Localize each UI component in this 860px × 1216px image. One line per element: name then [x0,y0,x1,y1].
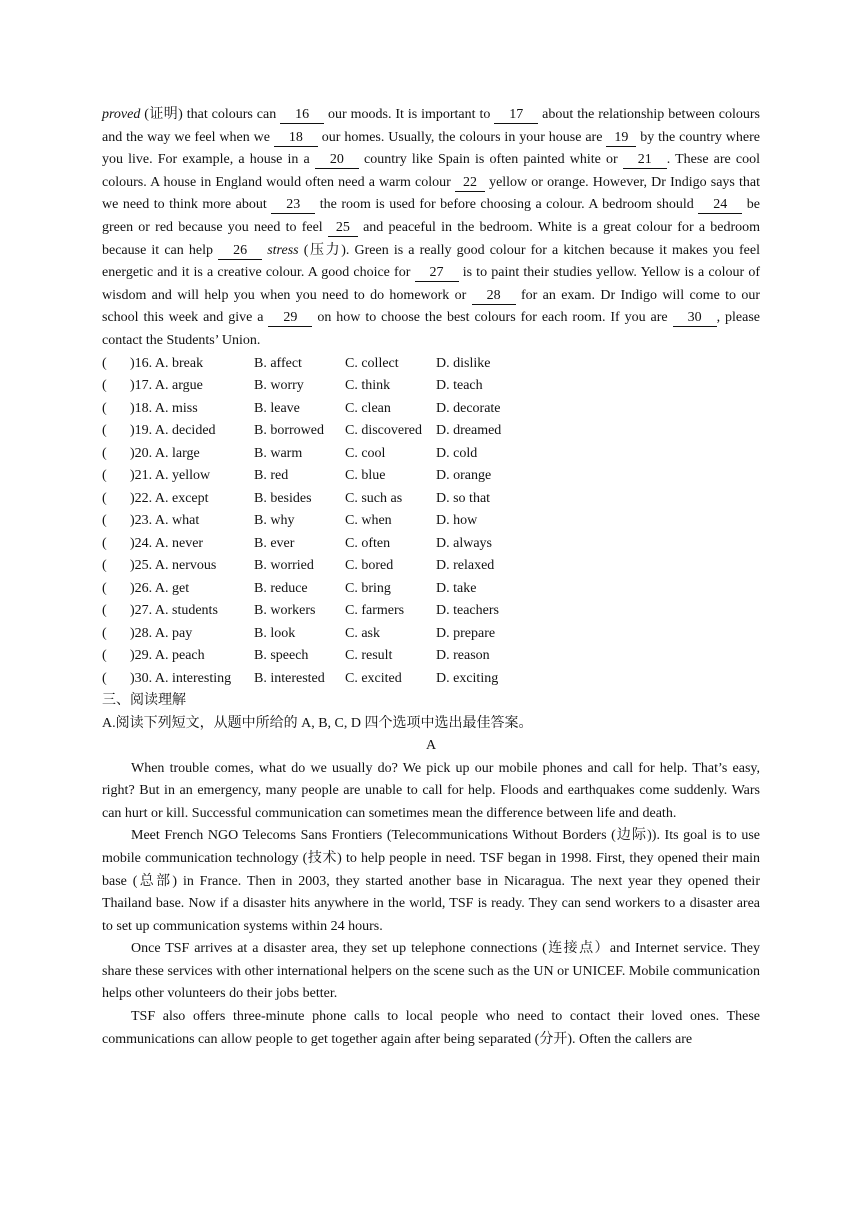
blank-27: 27 [415,265,459,282]
option-a: )30. A. interesting [130,670,232,686]
cloze-text: (压力). Green is a really good colour for a kitchen because it makes you feel energetic and it is a creative colour. A good choice for [102,242,760,281]
cloze-text: on how to choose the best colours for each room. If you are [312,310,673,326]
passage-paragraph: TSF also offers three-minute phone calls to local people who need to contact their loved ones. These communications can allow people to get together again after being separated (分开). Often the callers are [102,1009,760,1047]
blank-26: 26 [218,243,262,260]
option-a: )18. A. miss [130,400,198,416]
question-row [102,510,760,533]
option-b: B. worry [254,378,304,394]
option-a: )20. A. large [130,445,200,461]
question-row [102,533,760,556]
option-d: D. reason [436,648,490,664]
question-row [102,375,760,398]
option-d: D. relaxed [436,558,495,574]
answer-paren: ( [102,648,107,664]
answer-paren: ( [102,445,107,461]
question-row [102,420,760,443]
option-a: )25. A. nervous [130,558,217,574]
passage-label: A [425,738,437,754]
options-list [102,353,760,691]
option-c: C. bored [345,558,394,574]
option-c: C. farmers [345,603,405,619]
cloze-text: for an exam. Dr Indigo will come to our school this week and give a [102,287,761,326]
answer-paren: ( [102,490,107,506]
option-b: B. warm [254,445,303,461]
option-a: )22. A. except [130,490,209,506]
cloze-text: stress [267,242,299,258]
option-a: )26. A. get [130,580,190,596]
option-a: )19. A. decided [130,423,216,439]
cloze-text: about the relationship between colours and the way we feel when we [102,107,760,145]
option-a: )28. A. pay [130,625,193,641]
option-b: B. besides [254,490,312,506]
option-b: B. worried [254,558,314,574]
option-c: C. discovered [345,423,422,439]
question-row [102,645,760,668]
option-b: B. affect [254,355,302,371]
question-row [102,398,760,421]
blank-25: 25 [328,220,358,237]
option-c: C. clean [345,400,391,416]
question-row [102,600,760,623]
passage-paragraph: When trouble comes, what do we usually do? We pick up our mobile phones and call for help. That’s easy, right? But in an emergency, many people are unable to call for help. Floods and earthquakes come suddenly. Wars can hurt or kill. Successful communication can sometimes mean the difference between life and death. [102,760,760,821]
option-a: )21. A. yellow [130,468,211,484]
answer-paren: ( [102,580,107,596]
option-d: D. exciting [436,670,499,686]
blank-19: 19 [606,130,636,147]
cloze-text: . These are cool colours. A house in England would often need a warm colour [102,152,761,190]
option-c: C. cool [345,445,386,461]
option-a: )24. A. never [130,535,204,551]
answer-paren: ( [102,355,107,371]
question-row [102,465,760,488]
option-d: D. dreamed [436,423,502,439]
question-row [102,555,760,578]
option-c: C. such as [345,490,403,506]
question-row [102,578,760,601]
reading-passage [102,758,760,1052]
option-b: B. interested [254,670,325,686]
option-c: C. think [345,378,391,394]
passage-paragraph: Meet French NGO Telecoms Sans Frontiers (Telecommunications Without Borders (边际)). Its goal is to use mobile communication technology (技术) to help people in need. TSF began in 1998. First, they opened their main base (总部) in France. Then in 2003, they started another base in Nicaragua. The next year they opened their Thailand base. Now if a disaster hits anywhere in the world, TSF is ready. They can send workers to a disaster area to set up communication systems within 24 hours. [102,828,760,934]
option-b: B. why [254,513,295,529]
answer-paren: ( [102,513,107,529]
blank-18: 18 [274,130,318,147]
option-c: C. collect [345,355,399,371]
option-c: C. ask [345,625,380,641]
blank-16: 16 [280,107,324,124]
blank-20: 20 [315,152,359,169]
cloze-text: our moods. It is important to [324,107,495,122]
option-b: B. ever [254,535,295,551]
question-row [102,623,760,646]
answer-paren: ( [102,670,107,686]
option-d: D. prepare [436,625,496,641]
option-d: D. orange [436,468,492,484]
option-d: D. how [436,513,478,529]
blank-23: 23 [271,197,315,214]
option-d: D. take [436,580,477,596]
option-d: D. cold [436,445,478,461]
option-c: C. excited [345,670,402,686]
blank-22: 22 [455,175,485,192]
option-c: C. when [345,513,392,529]
question-row [102,353,760,376]
option-a: )23. A. what [130,513,200,529]
cloze-text: be green or red because you need to feel [102,197,760,235]
question-row [102,443,760,466]
section-heading: 三、阅读理解 [102,693,186,709]
cloze-text: , please contact the Students’ Union. [102,310,760,348]
option-a: )29. A. peach [130,648,205,664]
option-b: B. leave [254,400,300,416]
option-a: )16. A. break [130,355,204,371]
cloze-text: our homes. Usually, the colours in your house are [317,129,607,145]
option-c: C. often [345,535,391,551]
blank-17: 17 [494,107,538,124]
option-b: B. workers [254,603,316,619]
cloze-text: and peaceful in the bedroom. White is a great colour for a bedroom because it can help [102,219,761,258]
blank-30: 30 [673,310,717,327]
blank-28: 28 [472,288,516,305]
option-b: B. reduce [254,580,308,596]
option-c: C. result [345,648,393,664]
cloze-text: yellow or orange. However, Dr Indigo says that we need to think more about [102,174,760,213]
answer-paren: ( [102,400,107,416]
option-a: )27. A. students [130,603,218,619]
answer-paren: ( [102,378,107,394]
answer-paren: ( [102,423,107,439]
option-c: C. bring [345,580,391,596]
option-a: )17. A. argue [130,378,203,394]
option-d: D. always [436,535,492,551]
answer-paren: ( [102,558,107,574]
instruction: A.阅读下列短文，从题中所给的 A, B, C, D 四个选项中选出最佳答案。 [102,715,533,731]
answer-paren: ( [102,625,107,641]
cloze-text: (证明) that colours can [140,107,281,122]
option-b: B. look [254,625,296,641]
blank-21: 21 [623,152,667,169]
cloze-text: the room is used for before choosing a colour. A bedroom should [315,197,699,213]
answer-paren: ( [102,468,107,484]
option-b: B. red [254,468,289,484]
option-b: B. speech [254,648,309,664]
option-c: C. blue [345,468,386,484]
cloze-passage [102,104,760,353]
blank-29: 29 [268,310,312,327]
option-d: D. teach [436,378,483,394]
option-d: D. teachers [436,603,499,619]
cloze-text: by the country where you live. For example, a house in a [102,129,760,168]
answer-paren: ( [102,535,107,551]
document-page [102,104,760,1051]
answer-paren: ( [102,603,107,619]
option-b: B. borrowed [254,423,324,439]
option-d: D. so that [436,490,491,506]
cloze-text: proved [102,107,141,122]
cloze-text: country like Spain is often painted white or [358,152,623,168]
blank-24: 24 [698,197,742,214]
question-row [102,668,760,691]
passage-paragraph: Once TSF arrives at a disaster area, they set up telephone connections (连接点）and Internet service. They share these services with other international helpers on the scene such as the UN or UNICEF. Mobile communication helps other volunteers do their jobs better. [102,941,760,1002]
question-row [102,488,760,511]
option-d: D. dislike [436,355,491,371]
option-d: D. decorate [436,400,501,416]
cloze-text: is to paint their studies yellow. Yellow is a colour of wisdom and will help you when you need to do homework or [102,265,760,303]
